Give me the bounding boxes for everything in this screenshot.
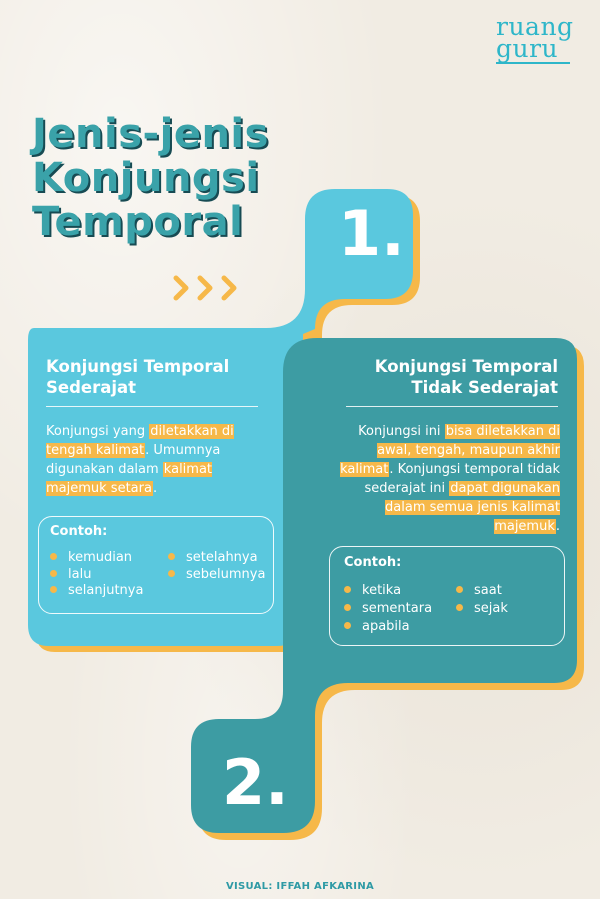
bullet-icon [344, 604, 351, 611]
highlighted-text: kalimat majemuk setara [46, 462, 213, 496]
example-item [50, 567, 91, 583]
card2-heading-line1: Konjungsi Temporal [374, 357, 558, 376]
card2-description [334, 422, 560, 536]
card1-examples-title: Contoh: [50, 524, 108, 539]
highlighted-text: dapat digunakan dalam semua jenis kalimat majemuk [385, 481, 560, 534]
bullet-icon [50, 586, 57, 593]
example-text: sejak [474, 601, 508, 616]
title-line1: Jenis-jenis [32, 111, 269, 157]
example-item [168, 550, 258, 566]
bullet-icon [344, 586, 351, 593]
example-item [344, 601, 432, 617]
highlighted-text: bisa diletakkan di awal, tengah, maupun akhir kalimat [340, 424, 560, 477]
card1-heading-line1: Konjungsi Temporal [46, 357, 230, 376]
example-text: saat [474, 583, 502, 598]
bullet-icon [456, 604, 463, 611]
bullet-icon [456, 586, 463, 593]
step-number-1: 1. [338, 197, 405, 270]
bullet-icon [344, 622, 351, 629]
description-text: . [555, 519, 560, 534]
card2-heading [330, 356, 558, 398]
example-item [456, 601, 508, 617]
logo-line2: guru [496, 38, 570, 64]
highlighted-text: diletakkan di tengah kalimat [46, 424, 234, 458]
example-item [344, 583, 401, 599]
example-text: sementara [362, 601, 433, 616]
bullet-icon [168, 553, 175, 560]
description-text: . Umumnya digunakan dalam [46, 443, 221, 477]
visual-credit: VISUAL: IFFAH AFKARINA [225, 881, 375, 892]
card1-heading-line2: Sederajat [46, 378, 137, 397]
card2-divider [346, 406, 558, 407]
card1-divider [46, 406, 258, 407]
logo-line1: ruang [496, 12, 574, 41]
chevrons-right-icon [172, 274, 252, 302]
example-text: lalu [68, 566, 92, 582]
card1-heading [46, 356, 286, 398]
example-item [344, 619, 410, 635]
card2-heading-line2: Tidak Sederajat [411, 378, 558, 397]
description-text: Konjungsi ini [358, 424, 445, 439]
example-text: apabila [362, 619, 410, 634]
example-text: ketika [362, 583, 402, 598]
bullet-icon [168, 570, 175, 577]
example-text: sebelumnya [186, 566, 266, 582]
example-item [50, 550, 132, 566]
ruangguru-logo [496, 12, 582, 64]
bullet-icon [50, 553, 57, 560]
example-text: kemudian [68, 550, 133, 565]
title-line3: Temporal [32, 199, 244, 245]
bullet-icon [50, 570, 57, 577]
description-text: Konjungsi yang [46, 424, 150, 439]
title-line2: Konjungsi [32, 155, 260, 201]
example-item [50, 583, 143, 599]
description-text: . [152, 481, 158, 496]
page-title [32, 112, 322, 244]
example-item [168, 567, 265, 583]
example-item [456, 583, 502, 599]
card1-description [46, 422, 268, 498]
step-number-2: 2. [222, 746, 289, 819]
example-text: selanjutnya [68, 583, 144, 598]
card2-examples-title: Contoh: [344, 555, 402, 570]
example-text: setelahnya [186, 550, 258, 565]
description-text: . Konjungsi temporal tidak sederajat ini [364, 462, 560, 496]
